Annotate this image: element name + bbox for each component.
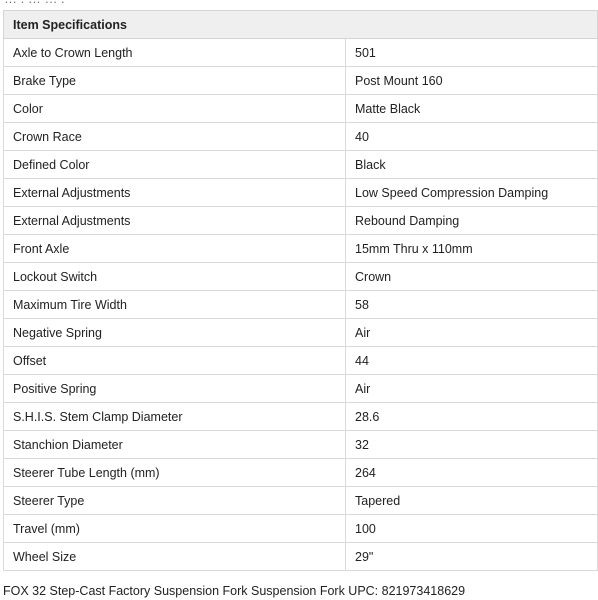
spec-name-cell: Offset (4, 347, 346, 375)
spec-name-cell: Color (4, 95, 346, 123)
spec-name-cell: Brake Type (4, 67, 346, 95)
spec-value-cell: 29" (346, 543, 598, 571)
spec-name-cell: Maximum Tire Width (4, 291, 346, 319)
table-row (4, 151, 598, 179)
table-row (4, 291, 598, 319)
table-row (4, 207, 598, 235)
spec-name-cell: Defined Color (4, 151, 346, 179)
spec-value-cell: 501 (346, 39, 598, 67)
spec-value-cell: 15mm Thru x 110mm (346, 235, 598, 263)
spec-value-cell: Matte Black (346, 95, 598, 123)
spec-value-cell: Tapered (346, 487, 598, 515)
table-row (4, 39, 598, 67)
table-row (4, 179, 598, 207)
spec-name-cell: External Adjustments (4, 179, 346, 207)
spec-name-cell: Negative Spring (4, 319, 346, 347)
spec-value-cell: 28.6 (346, 403, 598, 431)
spec-name-cell: Axle to Crown Length (4, 39, 346, 67)
spec-name-cell: External Adjustments (4, 207, 346, 235)
spec-value-cell: Crown (346, 263, 598, 291)
spec-name-cell: Travel (mm) (4, 515, 346, 543)
spec-name-cell: Lockout Switch (4, 263, 346, 291)
table-row (4, 487, 598, 515)
spec-value-cell: 100 (346, 515, 598, 543)
table-title: Item Specifications (4, 11, 598, 39)
table-row (4, 459, 598, 487)
spec-value-cell: 40 (346, 123, 598, 151)
table-body (4, 39, 598, 571)
table-row (4, 263, 598, 291)
table-row (4, 543, 598, 571)
spec-value-cell: 44 (346, 347, 598, 375)
cropped-text (4, 0, 65, 6)
table-header-row (4, 11, 598, 39)
spec-name-cell: Stanchion Diameter (4, 431, 346, 459)
item-specifications-table (3, 10, 598, 571)
table-row (4, 515, 598, 543)
spec-name-cell: Positive Spring (4, 375, 346, 403)
spec-value-cell: Black (346, 151, 598, 179)
table-row (4, 431, 598, 459)
table-row (4, 123, 598, 151)
spec-name-cell: S.H.I.S. Stem Clamp Diameter (4, 403, 346, 431)
spec-name-cell: Steerer Tube Length (mm) (4, 459, 346, 487)
table-row (4, 319, 598, 347)
spec-value-cell: Air (346, 319, 598, 347)
table-row (4, 403, 598, 431)
product-upc-text: FOX 32 Step-Cast Factory Suspension Fork Suspension Fork UPC: 821973418629 (3, 584, 466, 598)
table-row (4, 67, 598, 95)
spec-value-cell: Rebound Damping (346, 207, 598, 235)
spec-name-cell: Steerer Type (4, 487, 346, 515)
spec-name-cell: Crown Race (4, 123, 346, 151)
table-row (4, 95, 598, 123)
spec-value-cell: 264 (346, 459, 598, 487)
spec-value-cell: Low Speed Compression Damping (346, 179, 598, 207)
spec-value-cell: 58 (346, 291, 598, 319)
spec-value-cell: 32 (346, 431, 598, 459)
table-row (4, 235, 598, 263)
spec-name-cell: Front Axle (4, 235, 346, 263)
spec-value-cell: Post Mount 160 (346, 67, 598, 95)
table-row (4, 347, 598, 375)
spec-name-cell: Wheel Size (4, 543, 346, 571)
table-row (4, 375, 598, 403)
spec-value-cell: Air (346, 375, 598, 403)
